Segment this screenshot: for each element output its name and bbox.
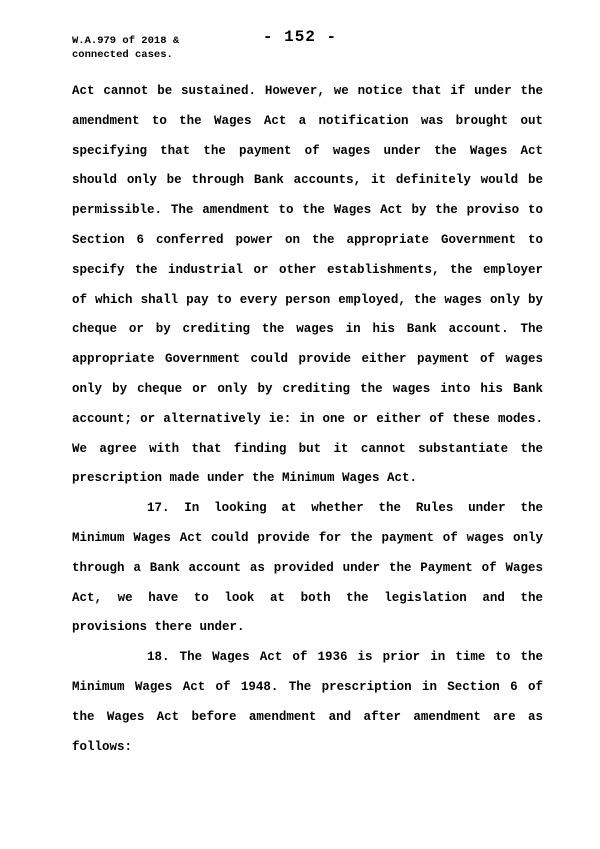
paragraph-17: 17. In looking at whether the Rules under the Minimum Wages Act could provide for the payment of wages only through a Bank account as provided under the Payment of Wages Act, we have to look at both the legislation and the provisions there under. [72,501,543,635]
paragraph-continued: Act cannot be sustained. However, we notice that if under the amendment to the Wages Act a notification was brought out specifying that the payment of wages under the Wages Act should only be through Bank accounts, it definitely would be permissible. The amendment to the Wages Act by the proviso to Section 6 conferred power on the appropriate Government to specify the industrial or other establishments, the employer of which shall pay to every person employed, the wages only by cheque or by crediting the wages in his Bank account. The appropriate Government could provide either payment of wages only by cheque or only by crediting the wages into his Bank account; or alternatively ie: in one or either of these modes. We agree with that finding but it cannot substantiate the prescription made under the Minimum Wages Act. [72,84,543,486]
document-body [72,77,543,762]
case-reference-line-2: connected cases. [72,49,173,61]
case-reference-line-1: W.A.979 of 2018 & [72,35,180,47]
paragraph-18: 18. The Wages Act of 1936 is prior in time to the Minimum Wages Act of 1948. The prescription in Section 6 of the Wages Act before amendment and after amendment are as follows: [72,650,543,754]
page-number: - 152 - [262,28,338,46]
